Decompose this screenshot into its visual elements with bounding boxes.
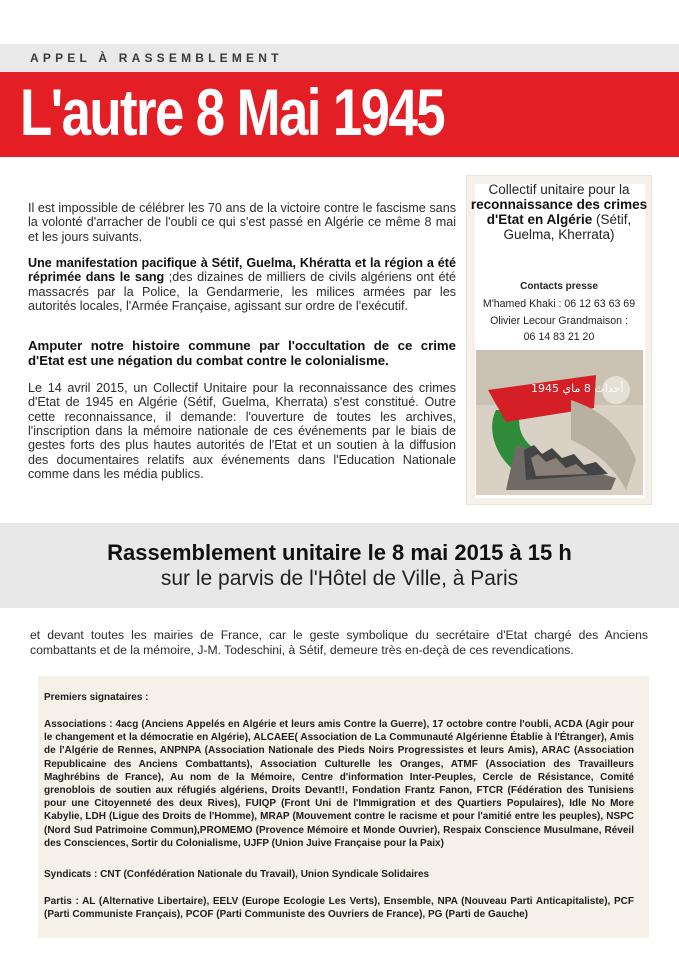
- collectif-places: (Sétif, Guelma, Kherrata): [503, 212, 632, 243]
- signers-title: Premiers signataires :: [44, 692, 149, 703]
- contact-lecour-phone: 06 14 83 21 20: [523, 331, 595, 343]
- collectif-name: [470, 182, 648, 242]
- page-title: L'autre 8 Mai 1945: [20, 75, 444, 149]
- signers-syndicats: Syndicats : CNT (Confédération Nationale du Travail), Union Syndicale Solidaires: [44, 869, 430, 880]
- paragraph-collectif: Le 14 avril 2015, un Collectif Unitaire pour la reconnaissance des crimes d'Etat de 1945 en Algérie (Sétif, Guelma, Kherrata) s'est constitué. Outre cette reconnaissance, il demande: l'ouverture de toutes les archives, l'inscription dans la mémoire nationale de ces événements par le biais de gestes forts des plus hautes autorités de l'Etat et un soutien à la diffusion des documentaires relatifs aux événements dans l'Education Nationale comme dans les média publics.: [28, 381, 456, 482]
- signers-associations: Associations : 4acg (Anciens Appelés en Algérie et leurs amis Contre la Guerre), 17 octobre contre l'oubli, ACDA (Agir pour le changement et la démocratie en Algérie), ALCAEE( Association de La Communauté Algérienne Établie à l'Étranger), Amis de l'Algérie de Rennes, ANPNPA (Association Nationale des Pieds Noirs Progressistes et leurs Amis), ARAC (Association Republicaine des Anciens Combattants), Association Culturelle les Oranges, ATMF (Association des Travailleurs Maghrébins de France), Au nom de la Mémoire, Centre d'information Inter-Peuples, Cercle de Résistance, Comité grenoblois de soutien aux réfugiés algériens, Droits Devant!!, Fondation Frantz Fanon, FTCR (Fédération des Tunisiens pour une Citoyenneté des deux Rives), FUIQP (Front Uni de l'Immigration et des Quartiers Populaires), Idle No More Kabylie, LDH (Ligue des Droits de l'Homme), MRAP (Mouvement contre le racisme et pour l'amitié entre les peuples), NSPC (Nord Sud Patrimoine Commun),PROMEMO (Provence Mémoire et Monde Ouvrier), Respaix Conscience Musulmane, Réveil des Consciences, Sortir du Colonialisme, UJFP (Union Juive Française pour la Paix): [44, 719, 634, 849]
- paragraph-statement: Amputer notre histoire commune par l'occultation de ce crime d'Etat est une négation du combat contre le colonialisme.: [28, 338, 456, 369]
- paragraph-intro: Il est impossible de célébrer les 70 ans de la victoire contre le fascisme sans la volonté d'arracher de l'oubli ce qui s'est passé en Algérie ce même 8 mai et les jours suivants.: [28, 201, 456, 244]
- rally-location: sur le parvis de l'Hôtel de Ville, à Paris: [160, 567, 519, 590]
- collectif-bold: reconnaissance des crimes d'Etat en Algérie: [470, 197, 648, 228]
- kicker-text: APPEL À RASSEMBLEMENT: [30, 51, 283, 65]
- contact-lecour-name: Olivier Lecour Grandmaison :: [490, 315, 628, 327]
- contact-khaki: M'hamed Khaki : 06 12 63 63 69: [482, 298, 636, 310]
- commemoration-poster-image: [476, 350, 643, 495]
- collectif-plain: Collectif unitaire pour la: [488, 182, 630, 197]
- rally-headline: Rassemblement unitaire le 8 mai 2015 à 15 h: [107, 540, 572, 565]
- signers-partis: Partis : AL (Alternative Libertaire), EELV (Europe Ecologie Les Verts), Ensemble, NPA (Nouveau Parti Anticapitaliste), PCF (Parti Communiste Français), PCOF (Parti Communiste des Ouvriers de France), PG (Parti de Gauche): [44, 896, 634, 921]
- poster-arabic-caption: أحداث 8 ماي 1945: [531, 382, 624, 395]
- contacts-title: Contacts presse: [520, 281, 598, 292]
- rally-context-paragraph: et devant toutes les mairies de France, car le geste symbolique du secrétaire d'Etat chargé des Anciens combattants et de la mémoire, J-M. Todeschini, à Sétif, demeure très en-deçà de ces revendications.: [30, 628, 648, 657]
- paragraph-repression-rest: ;des dizaines de milliers de civils algériens ont été massacrés par la Police, la Gendarmerie, les milices armées par les autorités locales, l'Armée Française, agissant sur ordre de l'exécutif.: [28, 270, 456, 314]
- paragraph-repression: [28, 256, 456, 313]
- paragraph-repression-bold: Une manifestation pacifique à Sétif, Guelma, Khératta et la région a été réprimée dans le sang: [28, 256, 456, 285]
